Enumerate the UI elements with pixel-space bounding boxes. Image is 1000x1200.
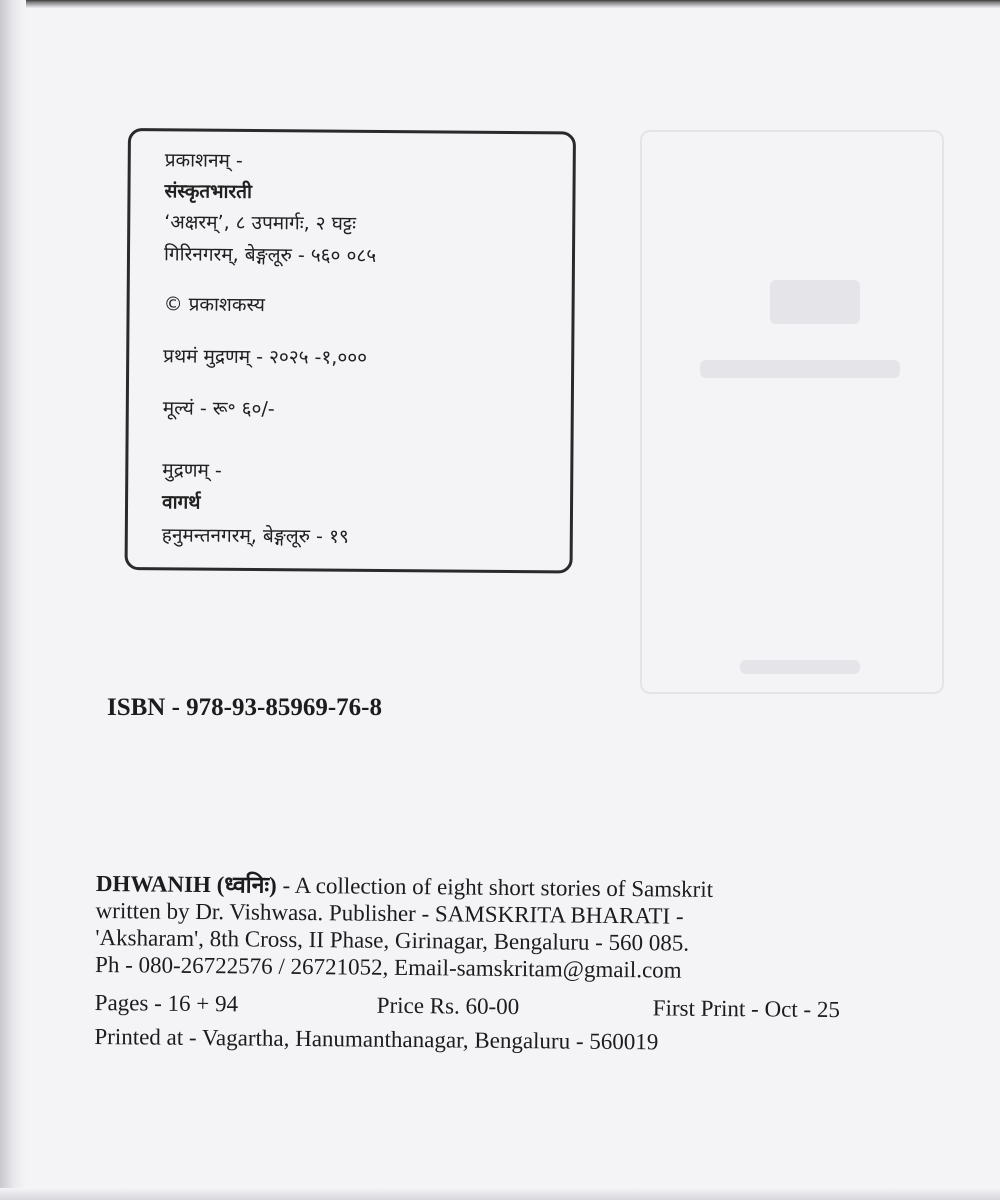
publisher-label: प्रकाशनम् - (164, 149, 243, 172)
first-print-info: प्रथमं मुद्रणम् - २०२५ -१,००० (163, 345, 368, 369)
publisher-name: संस्कृतभारती (164, 180, 253, 203)
english-colophon (94, 871, 926, 1055)
first-print-date: First Print - Oct - 25 (652, 995, 841, 1023)
english-price: Price Rs. 60-00 (376, 992, 520, 1020)
pages-count: Pages - 16 + 94 (94, 989, 239, 1017)
colophon-line-3: 'Aksharam', 8th Cross, II Phase, Girinagar, Bengaluru - 560 085. (95, 924, 690, 956)
imprint-box (125, 128, 576, 574)
printer-label: मुद्रणम् - (162, 459, 222, 482)
publisher-address-line1: ‘अक्षरम्’, ८ उपमार्गः, २ घट्टः (164, 211, 357, 235)
printer-name: वागर्थ (161, 491, 201, 514)
colophon-details-row (95, 991, 925, 1025)
printer-address: हनुमन्तनगरम्, बेङ्गलूरु - १९ (161, 524, 349, 548)
book-description: - A collection of eight short stories of Samskrit (276, 872, 714, 902)
colophon-line-2: written by Dr. Vishwasa. Publisher - SAMSKRITA BHARATI - (95, 897, 684, 929)
price-info: मूल्यं - रू॰ ६०/- (162, 397, 275, 421)
printed-at: Printed at - Vagartha, Hanumanthanagar, Bengaluru - 560019 (94, 1023, 659, 1055)
isbn-number: ISBN - 978-93-85969-76-8 (107, 694, 382, 721)
colophon-line-1 (96, 872, 713, 901)
copyright-notice: © प्रकाशकस्य (163, 293, 265, 317)
publisher-address-line2: गिरिनगरम्, बेङ्गलूरु - ५६० ०८५ (163, 243, 377, 267)
book-title: DHWANIH (ध्वनिः) (95, 871, 277, 898)
colophon-line-4: Ph - 080-26722576 / 26721052, Email-samskritam@gmail.com (94, 951, 682, 983)
